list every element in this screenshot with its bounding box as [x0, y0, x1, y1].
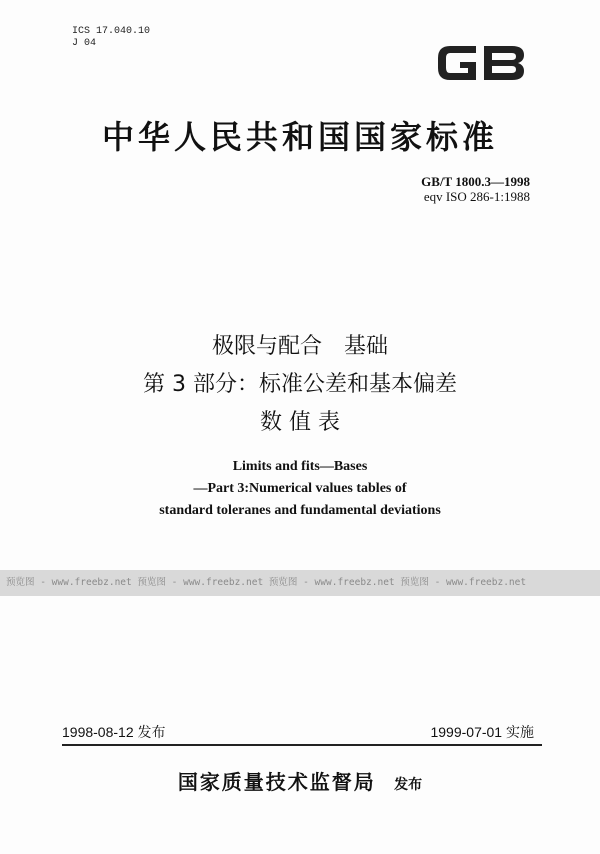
classification-codes: [72, 26, 150, 50]
chinese-title-line-1: 极限与配合 基础: [211, 334, 388, 359]
divider-rule: [62, 744, 542, 746]
preview-watermark-band: 预览图 - www.freebz.net 预览图 - www.freebz.net 预览图 - www.freebz.net 预览图 - www.freebz.net: [0, 570, 600, 596]
issuer-name: 国家质量技术监督局: [177, 770, 376, 794]
gb-logo: [432, 40, 530, 86]
national-standard-title: 中华人民共和国国家标准: [101, 118, 498, 156]
implementation-date: 1999-07-01 实施: [430, 724, 534, 740]
standard-number: GB/T 1800.3—1998: [421, 174, 530, 189]
issue-date: 1998-08-12 发布: [62, 724, 166, 740]
english-title-line-2: —Part 3:Numerical values tables of: [193, 481, 407, 496]
english-title: [0, 456, 600, 522]
standard-number-block: [421, 174, 530, 204]
english-title-line-1: Limits and fits—Bases: [232, 459, 368, 474]
chinese-title-line-2: 第 3 部分：标准公差和基本偏差: [143, 372, 457, 397]
ics-code: ICS 17.040.10: [72, 26, 151, 37]
ccs-code: J 04: [72, 38, 97, 49]
issuing-authority: [0, 766, 600, 795]
issuer-suffix: 发布: [394, 777, 423, 793]
english-title-line-3: standard toleranes and fundamental deviations: [159, 503, 441, 518]
equivalent-standard: eqv ISO 286-1:1988: [423, 189, 530, 204]
chinese-title: [0, 328, 600, 442]
chinese-title-line-3: 数 值 表: [260, 410, 340, 435]
